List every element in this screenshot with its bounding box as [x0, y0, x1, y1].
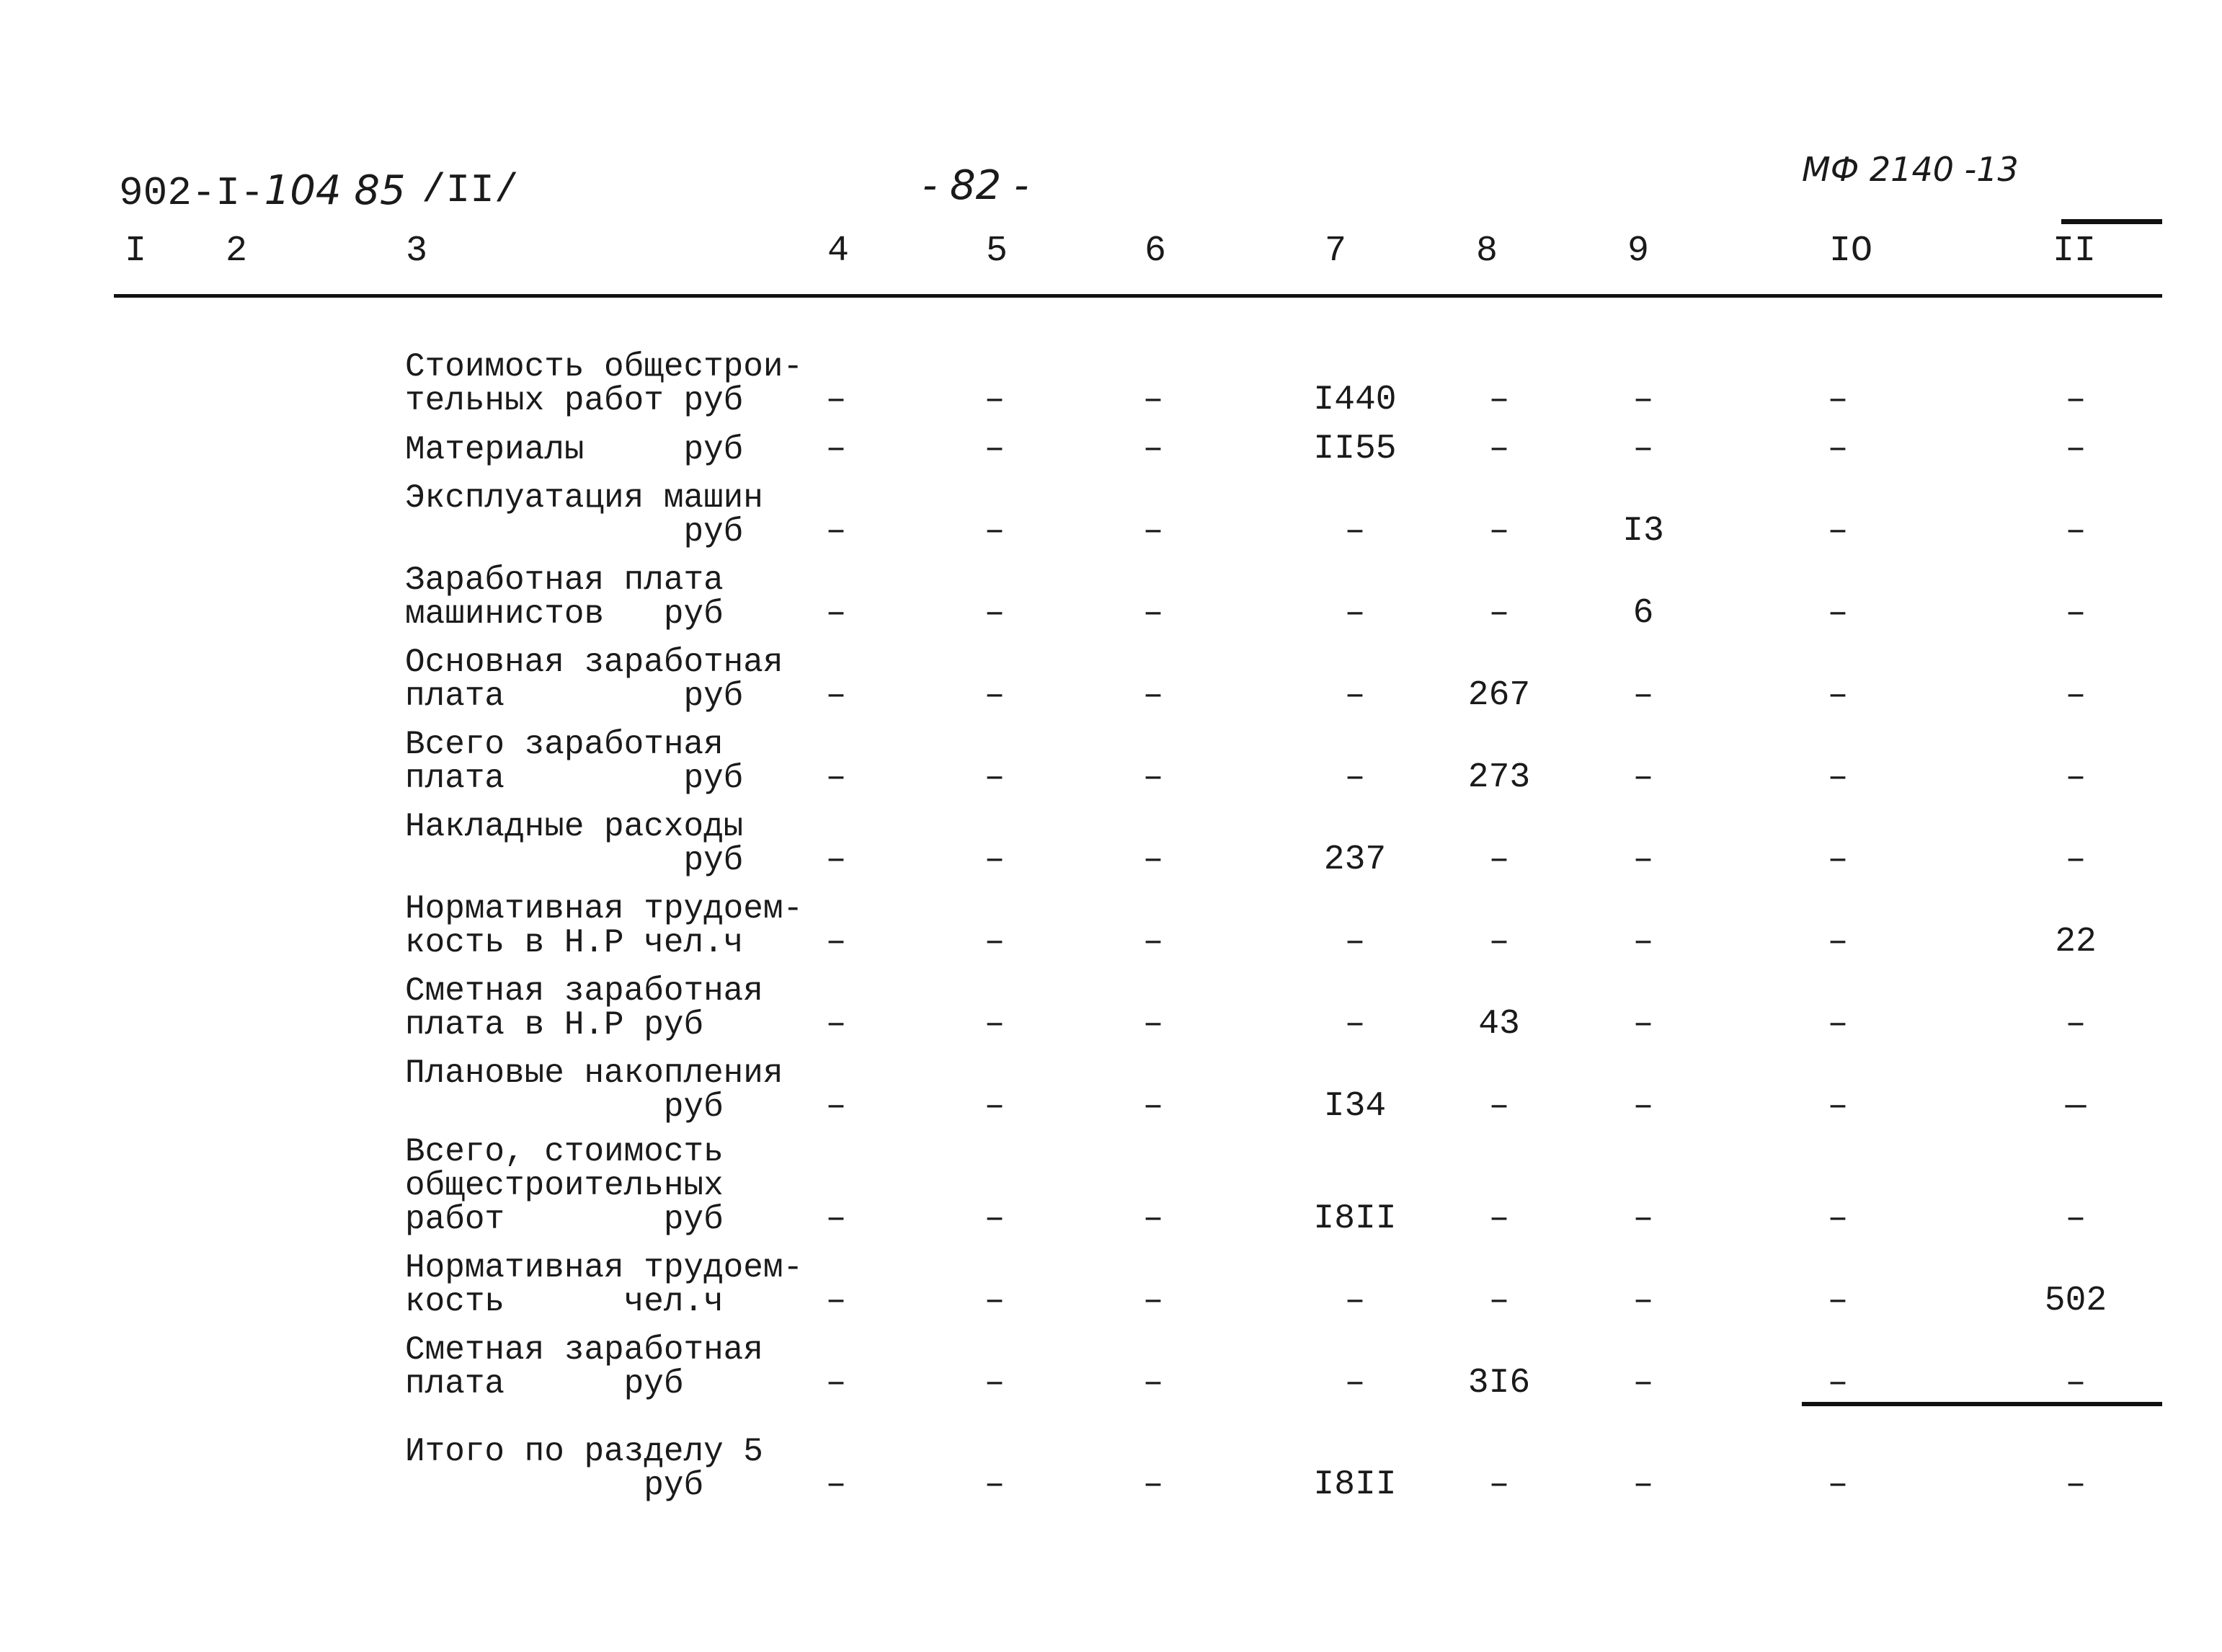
- table-row-10-label-line: Плановые накопления: [405, 1054, 783, 1092]
- column-number-8: 8: [1476, 231, 1498, 272]
- table-row-5-cell-col-11: –: [2065, 676, 2087, 715]
- table-row-5-cell-col-10: –: [1827, 676, 1849, 715]
- table-row-1-cell-col-10: –: [1827, 381, 1849, 419]
- table-row-9-cell-col-4: –: [825, 1005, 847, 1044]
- table-row-11-cell-col-8: –: [1488, 1199, 1510, 1238]
- table-row-3-cell-col-6: –: [1142, 512, 1164, 551]
- table-row-12-cell-col-8: –: [1488, 1282, 1510, 1320]
- table-row-10-cell-col-5: –: [984, 1087, 1005, 1126]
- table-row-6-cell-col-7: –: [1344, 758, 1366, 797]
- table-row-4-label-line: машинистов руб: [405, 595, 724, 633]
- table-row-4-cell-col-8: –: [1488, 594, 1510, 633]
- table-row-1-cell-col-11: –: [2065, 381, 2087, 419]
- total-row-cell-col-5: –: [984, 1465, 1005, 1504]
- table-row-12-cell-col-6: –: [1142, 1282, 1164, 1320]
- table-row-6-cell-col-5: –: [984, 758, 1005, 797]
- table-row-9-cell-col-11: –: [2065, 1005, 2087, 1044]
- table-row-10-label-line: руб: [405, 1088, 724, 1126]
- table-row-12-cell-col-9: –: [1632, 1282, 1654, 1320]
- table-row-6-cell-col-9: –: [1632, 758, 1654, 797]
- table-row-4-cell-col-7: –: [1344, 594, 1366, 633]
- table-row-11-cell-col-6: –: [1142, 1199, 1164, 1238]
- total-row-cell-col-7: I8II: [1313, 1465, 1397, 1504]
- table-row-13-cell-col-7: –: [1344, 1364, 1366, 1403]
- table-row-8-cell-col-5: –: [984, 923, 1005, 962]
- table-row-8-cell-col-11: 22: [2055, 923, 2097, 962]
- table-row-6-label-line: Всего заработная: [405, 726, 724, 763]
- table-row-11-label-line: работ руб: [405, 1201, 724, 1238]
- table-row-9-cell-col-8: 43: [1478, 1005, 1520, 1044]
- table-row-5-cell-col-8: 267: [1467, 676, 1531, 715]
- header-rule: [114, 294, 2162, 298]
- table-row-6-cell-col-8: 273: [1467, 758, 1531, 797]
- table-row-6-cell-col-11: –: [2065, 758, 2087, 797]
- total-row-label-line: руб: [405, 1467, 704, 1504]
- top-rule: [2061, 219, 2162, 224]
- document-code: [119, 167, 406, 216]
- table-row-3-cell-col-9: I3: [1622, 512, 1664, 551]
- table-row-3-cell-col-11: –: [2065, 512, 2087, 551]
- table-row-6-cell-col-4: –: [825, 758, 847, 797]
- table-row-5-label-line: Основная заработная: [405, 644, 783, 681]
- table-row-2-cell-col-5: –: [984, 430, 1005, 468]
- table-row-3-label: [405, 481, 763, 549]
- table-row-7-cell-col-10: –: [1827, 840, 1849, 879]
- total-row-label: [405, 1435, 763, 1503]
- table-row-12-cell-col-11: 502: [2044, 1282, 2107, 1320]
- table-row-8-cell-col-4: –: [825, 923, 847, 962]
- table-row-4-cell-col-10: –: [1827, 594, 1849, 633]
- table-row-1-cell-col-8: –: [1488, 381, 1510, 419]
- page-number: - 82 -: [923, 162, 1029, 209]
- table-row-5-cell-col-5: –: [984, 676, 1005, 715]
- table-row-4-label-line: Заработная плата: [405, 561, 724, 599]
- section-number: /II/: [422, 167, 519, 213]
- table-row-1-cell-col-6: –: [1142, 381, 1164, 419]
- table-row-4-cell-col-6: –: [1142, 594, 1164, 633]
- column-number-10: IO: [1829, 231, 1873, 272]
- table-row-12-cell-col-5: –: [984, 1282, 1005, 1320]
- table-row-10-cell-col-6: –: [1142, 1087, 1164, 1126]
- total-row-cell-col-4: –: [825, 1465, 847, 1504]
- table-row-10-cell-col-11: —: [2065, 1087, 2087, 1126]
- table-row-11-label-line: Всего, стоимость: [405, 1133, 724, 1171]
- table-row-13-cell-col-10: –: [1827, 1364, 1849, 1403]
- table-row-9-cell-col-6: –: [1142, 1005, 1164, 1044]
- column-number-1: I: [125, 231, 147, 272]
- table-row-13-cell-col-8: 3I6: [1467, 1364, 1531, 1403]
- table-row-9-cell-col-5: –: [984, 1005, 1005, 1044]
- table-row-9-label-line: плата в Н.Р руб: [405, 1006, 704, 1044]
- table-row-3-cell-col-7: –: [1344, 512, 1366, 551]
- table-row-7-cell-col-6: –: [1142, 840, 1164, 879]
- document-code-printed: 902-I-: [119, 170, 265, 216]
- document-code-handwritten: 104 85: [264, 167, 406, 214]
- column-number-5: 5: [986, 231, 1008, 272]
- total-row-label-line: Итого по разделу 5: [405, 1433, 763, 1470]
- table-row-8-label-line: Нормативная трудоем-: [405, 890, 804, 928]
- table-row-4-cell-col-5: –: [984, 594, 1005, 633]
- table-row-5-cell-col-7: –: [1344, 676, 1366, 715]
- table-row-13-cell-col-11: –: [2065, 1364, 2087, 1403]
- table-row-5-cell-col-4: –: [825, 676, 847, 715]
- table-row-9-cell-col-9: –: [1632, 1005, 1654, 1044]
- table-row-11-cell-col-5: –: [984, 1199, 1005, 1238]
- table-row-3-label-line: Эксплуатация машин: [405, 479, 763, 517]
- table-row-12-label-line: кость чел.ч: [405, 1283, 724, 1320]
- table-row-12-label: [405, 1251, 803, 1319]
- table-row-11-cell-col-10: –: [1827, 1199, 1849, 1238]
- table-row-11-cell-col-11: –: [2065, 1199, 2087, 1238]
- table-row-2-label-line: Материалы руб: [405, 431, 744, 468]
- table-row-2-cell-col-11: –: [2065, 430, 2087, 468]
- table-row-13-label-line: Сметная заработная: [405, 1331, 763, 1369]
- table-row-4-cell-col-11: –: [2065, 594, 2087, 633]
- total-row-cell-col-8: –: [1488, 1465, 1510, 1504]
- table-row-11-label-line: общестроительных: [405, 1167, 724, 1204]
- total-row-cell-col-10: –: [1827, 1465, 1849, 1504]
- table-row-13-cell-col-4: –: [825, 1364, 847, 1403]
- table-row-8-cell-col-10: –: [1827, 923, 1849, 962]
- table-row-7-cell-col-4: –: [825, 840, 847, 879]
- table-row-10-cell-col-10: –: [1827, 1087, 1849, 1126]
- table-row-9-cell-col-10: –: [1827, 1005, 1849, 1044]
- column-number-6: 6: [1145, 231, 1167, 272]
- table-row-8-label-line: кость в Н.Р чел.ч: [405, 924, 744, 962]
- table-row-9-label: [405, 974, 763, 1042]
- table-row-8-cell-col-8: –: [1488, 923, 1510, 962]
- table-row-2-cell-col-10: –: [1827, 430, 1849, 468]
- table-row-8-cell-col-6: –: [1142, 923, 1164, 962]
- table-row-1-cell-col-7: I440: [1313, 381, 1397, 419]
- table-row-7-cell-col-5: –: [984, 840, 1005, 879]
- table-row-12-cell-col-4: –: [825, 1282, 847, 1320]
- table-row-5-label-line: плата руб: [405, 678, 744, 715]
- table-row-7-cell-col-11: –: [2065, 840, 2087, 879]
- table-row-10-cell-col-4: –: [825, 1087, 847, 1126]
- table-row-2-cell-col-6: –: [1142, 430, 1164, 468]
- table-row-3-cell-col-5: –: [984, 512, 1005, 551]
- table-row-6-cell-col-6: –: [1142, 758, 1164, 797]
- table-row-7-cell-col-9: –: [1632, 840, 1654, 879]
- column-number-7: 7: [1325, 231, 1347, 272]
- table-row-6-label: [405, 728, 743, 796]
- table-row-7-label-line: руб: [405, 842, 744, 879]
- table-row-12-cell-col-10: –: [1827, 1282, 1849, 1320]
- column-number-9: 9: [1627, 231, 1650, 272]
- table-row-3-cell-col-8: –: [1488, 512, 1510, 551]
- table-row-1-label-line: тельных работ руб: [405, 382, 744, 419]
- table-row-11-cell-col-7: I8II: [1313, 1199, 1397, 1238]
- table-row-2-label: [405, 433, 743, 467]
- table-row-2-cell-col-8: –: [1488, 430, 1510, 468]
- table-row-5-label: [405, 646, 783, 714]
- table-row-4-label: [405, 561, 724, 633]
- total-row-cell-col-9: –: [1632, 1465, 1654, 1504]
- table-row-4-cell-col-9: 6: [1632, 594, 1654, 633]
- table-row-2-cell-col-7: II55: [1313, 430, 1397, 468]
- table-row-6-label-line: плата руб: [405, 760, 744, 797]
- table-row-7-cell-col-7: 237: [1323, 840, 1387, 879]
- table-row-10-cell-col-9: –: [1632, 1087, 1654, 1126]
- table-row-8-label: [405, 892, 803, 960]
- table-row-7-label-line: Накладные расходы: [405, 808, 744, 845]
- table-row-13-cell-col-5: –: [984, 1364, 1005, 1403]
- table-row-4-cell-col-4: –: [825, 594, 847, 633]
- table-row-3-cell-col-4: –: [825, 512, 847, 551]
- table-row-5-cell-col-9: –: [1632, 676, 1654, 715]
- total-row-cell-col-6: –: [1142, 1465, 1164, 1504]
- table-row-1-cell-col-9: –: [1632, 381, 1654, 419]
- total-row-cell-col-11: –: [2065, 1465, 2087, 1504]
- table-row-9-cell-col-7: –: [1344, 1005, 1366, 1044]
- column-number-3: 3: [406, 231, 428, 272]
- table-row-6-cell-col-10: –: [1827, 758, 1849, 797]
- table-row-1-cell-col-4: –: [825, 381, 847, 419]
- table-row-10-label: [405, 1054, 783, 1126]
- table-row-3-cell-col-10: –: [1827, 512, 1849, 551]
- table-row-11-cell-col-4: –: [825, 1199, 847, 1238]
- stamp-code: МФ 2140 -13: [1802, 150, 2019, 189]
- column-number-2: 2: [226, 231, 248, 272]
- table-row-8-cell-col-9: –: [1632, 923, 1654, 962]
- table-row-1-cell-col-5: –: [984, 381, 1005, 419]
- table-row-9-label-line: Сметная заработная: [405, 972, 763, 1010]
- table-row-1-label: [405, 350, 803, 418]
- table-row-2-cell-col-9: –: [1632, 430, 1654, 468]
- table-row-7-cell-col-8: –: [1488, 840, 1510, 879]
- table-row-12-cell-col-7: –: [1344, 1282, 1366, 1320]
- table-row-10-cell-col-7: I34: [1323, 1087, 1387, 1126]
- table-row-3-label-line: руб: [405, 513, 744, 551]
- column-number-4: 4: [827, 231, 850, 272]
- table-row-1-label-line: Стоимость общестрои-: [405, 348, 804, 386]
- column-number-11: II: [2053, 231, 2097, 272]
- table-row-13-cell-col-9: –: [1632, 1364, 1654, 1403]
- table-row-11-label: [405, 1135, 724, 1237]
- table-row-10-cell-col-8: –: [1488, 1087, 1510, 1126]
- table-row-8-cell-col-7: –: [1344, 923, 1366, 962]
- table-row-13-cell-col-6: –: [1142, 1364, 1164, 1403]
- table-row-5-cell-col-6: –: [1142, 676, 1164, 715]
- table-row-13-label: [405, 1333, 763, 1401]
- table-row-2-cell-col-4: –: [825, 430, 847, 468]
- table-row-12-label-line: Нормативная трудоем-: [405, 1249, 804, 1287]
- table-row-11-cell-col-9: –: [1632, 1199, 1654, 1238]
- table-row-13-label-line: плата руб: [405, 1365, 684, 1403]
- table-row-7-label: [405, 810, 743, 878]
